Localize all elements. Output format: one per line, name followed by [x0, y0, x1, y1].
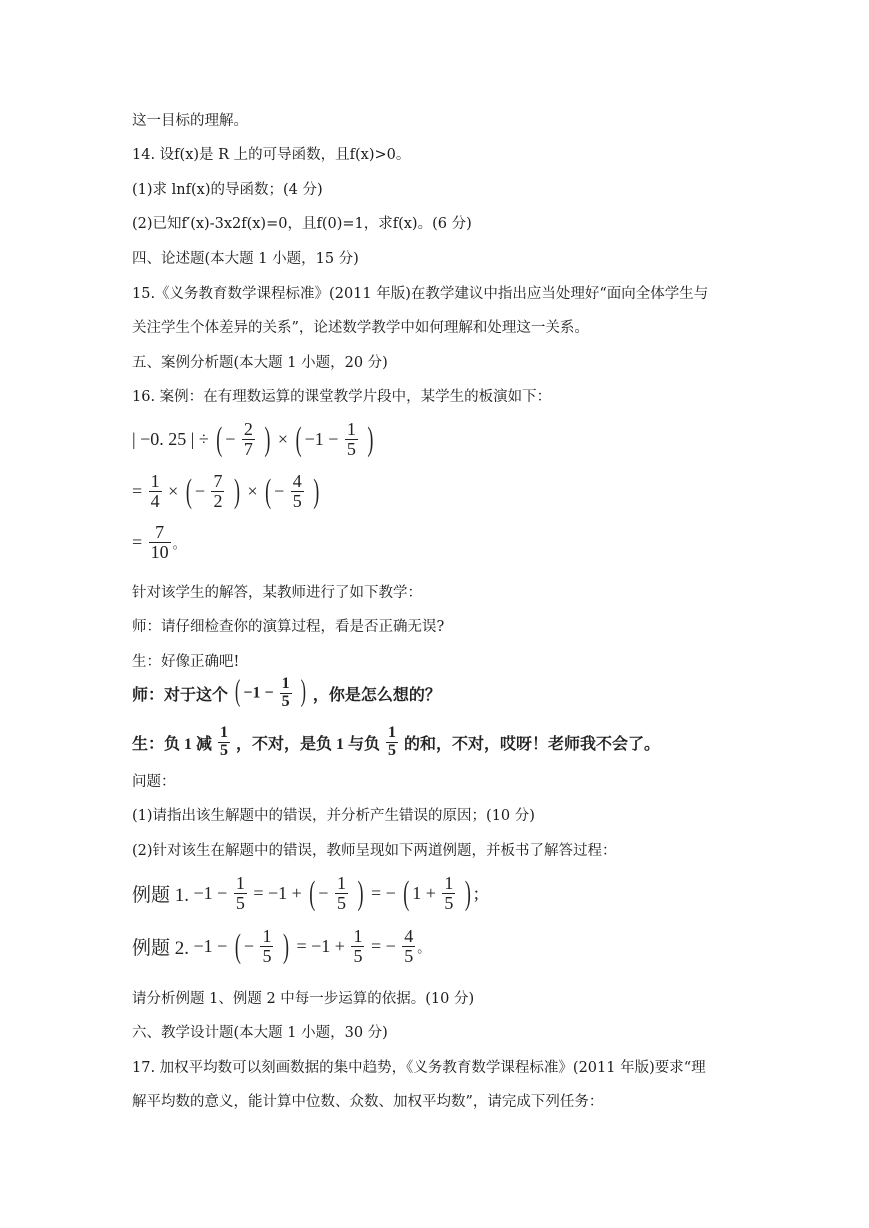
- question-16-part-2: (2)针对该生在解题中的错误，教师呈现如下两道例题，并板书了解答过程：: [132, 843, 617, 859]
- section-heading: 四、论述题(本大题 1 小题，15 分): [132, 251, 359, 267]
- text-line: 针对该学生的解答，某教师进行了如下教学：: [132, 585, 422, 601]
- fraction: $\frac{1}{4}$: [150, 471, 160, 511]
- question-17: 17. 加权平均数可以刻画数据的集中趋势，《义务教育数学课程标准》(2011 年版)要求“理: [132, 1060, 706, 1076]
- section-heading: 六、教学设计题(本大题 1 小题，30 分): [132, 1025, 388, 1041]
- question-14-part-1: (1)求 lnf(x)的导函数；(4 分): [132, 182, 323, 198]
- fraction: $\frac{1}{5}$: [281, 675, 290, 710]
- dialogue-student: 生：好像正确吧!: [132, 654, 240, 670]
- fraction: $\frac{2}{7}$: [243, 419, 253, 459]
- fraction: $\frac{7}{2}$: [213, 471, 223, 511]
- question-17-continued: 解平均数的意义，能计算中位数、众数、加权平均数”，请完成下列任务：: [132, 1094, 604, 1110]
- student-text-middle: ，不对，是负 1 与负: [236, 735, 381, 753]
- fraction: $\frac{1}{5}$: [388, 724, 397, 759]
- example-label: 例题 1.: [132, 884, 190, 906]
- math-work-line-3: = $\frac{7}{10}$ 。: [132, 522, 186, 562]
- fraction: $\frac{1}{5}$: [235, 873, 245, 913]
- equals-sign: =: [132, 480, 143, 501]
- example-label: 例题 2.: [132, 937, 190, 959]
- question-14: 14. 设f(x)是 R 上的可导函数，且f(x)>0。: [132, 147, 411, 163]
- fraction: $\frac{1}{5}$: [353, 926, 363, 966]
- example-2: 例题 2. −1 − ( − $\frac{1}{5}$ ) = −1 + $\frac{1}{5}$ = − $\frac{4}{5}$ 。: [132, 926, 431, 966]
- fraction: $\frac{4}{5}$: [292, 471, 302, 511]
- question-15: 15.《义务教育数学课程标准》(2011 年版)在教学建议中指出应当处理好“面向全体学生与: [132, 286, 709, 302]
- multiply-sign: ×: [168, 480, 179, 501]
- math-work-line-2: = $\frac{1}{4}$ × ( − $\frac{7}{2}$ ) × ( − $\frac{4}{5}$ ): [132, 471, 320, 511]
- question-15-continued: 关注学生个体差异的关系”，论述数学教学中如何理解和处理这一关系。: [132, 320, 589, 336]
- question-16-part-1: (1)请指出该生解题中的错误，并分析产生错误的原因；(10 分): [132, 808, 535, 824]
- fraction: $\frac{1}{5}$: [444, 873, 454, 913]
- teacher-text-prefix: 师：对于这个: [132, 686, 229, 704]
- section-heading: 五、案例分析题(本大题 1 小题，20 分): [132, 355, 388, 371]
- student-text-suffix: 的和，不对，哎呀！老师我不会了。: [404, 735, 661, 753]
- text-line: 这一目标的理解。: [132, 113, 248, 129]
- fraction: $\frac{1}{5}$: [336, 873, 346, 913]
- math-work-line-1: | −0. 25 | ÷ ( − $\frac{2}{7}$ ) × ( −1 − $\frac{1}{5}$ ): [132, 419, 374, 459]
- fraction: $\frac{1}{5}$: [220, 724, 229, 759]
- fraction: $\frac{1}{5}$: [262, 926, 272, 966]
- fraction: $\frac{4}{5}$: [404, 926, 414, 966]
- question-14-part-2: (2)已知f′(x)-3x2f(x)=0，且f(0)=1，求f(x)。(6 分): [132, 216, 472, 232]
- question-label: 问题：: [132, 774, 176, 790]
- abs-value: | −0. 25 | ÷: [132, 428, 209, 449]
- question-16-task: 请分析例题 1、例题 2 中每一步运算的依据。(10 分): [132, 991, 475, 1007]
- example-1: 例题 1. −1 − $\frac{1}{5}$ = −1 + ( − $\frac{1}{5}$ ) = − ( 1 + $\frac{1}{5}$ ) ;: [132, 873, 479, 913]
- student-text-prefix: 生：负 1 减: [132, 735, 213, 753]
- multiply-sign: ×: [277, 428, 289, 449]
- dialogue-teacher: 师：请仔细检查你的演算过程，看是否正确无误?: [132, 619, 445, 635]
- fraction: $\frac{1}{5}$: [346, 419, 356, 459]
- fraction: $\frac{7}{10}$: [150, 522, 169, 562]
- teacher-text-suffix: ，你是怎么想的？: [312, 686, 441, 704]
- equals-sign: =: [132, 531, 143, 552]
- question-16: 16. 案例：在有理数运算的课堂教学片段中，某学生的板演如下：: [132, 389, 552, 405]
- dialogue-student-math: [132, 725, 660, 760]
- dialogue-teacher-math: 师：对于这个 ( −1 − $\frac{1}{5}$ ) ，你是怎么想的？: [132, 675, 441, 710]
